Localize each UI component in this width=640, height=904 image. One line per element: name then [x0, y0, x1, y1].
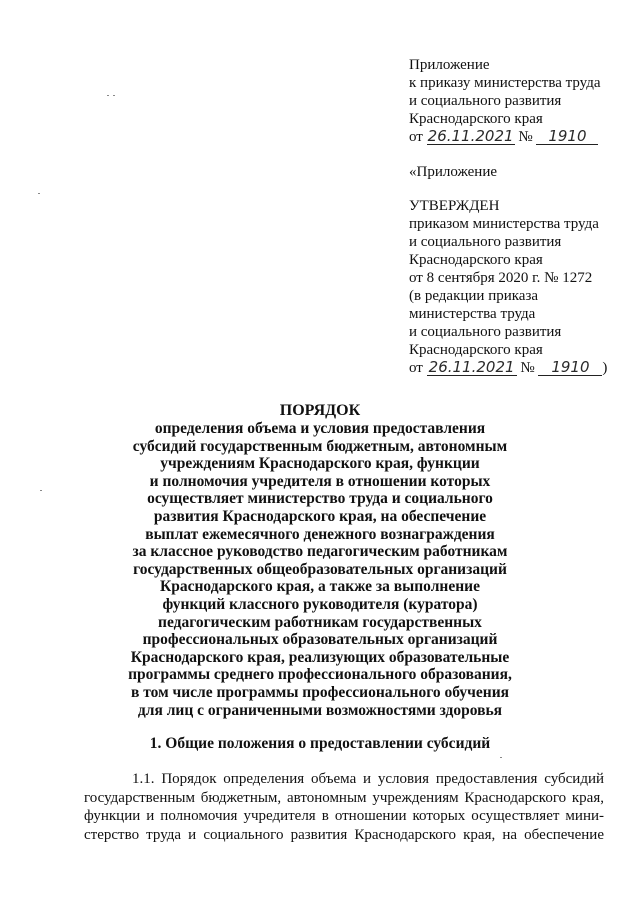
title-line: педагогическим работникам государственных [158, 613, 482, 631]
scan-speck [38, 193, 40, 194]
handwritten-date: 26.11.2021 [427, 127, 514, 145]
approved-line: и социального развития [409, 324, 562, 340]
title-line: функций классного руководителя (куратора) [162, 595, 478, 613]
body-paragraph [84, 770, 604, 844]
section-heading: 1. Общие положения о предоставлении субсидий [149, 735, 491, 752]
appendix-line: Краснодарского края [409, 111, 543, 127]
title-line: субсидий государственным бюджетным, автономным [132, 437, 508, 455]
handwritten-number: 1910 [536, 128, 598, 145]
scan-speck [500, 757, 502, 758]
title-line: и полномочия учредителя в отношении которых [149, 472, 491, 490]
title-line: Краснодарского края, а также за выполнение [160, 578, 480, 596]
approved-line: министерства труда [409, 306, 536, 322]
date-prefix: от [409, 129, 423, 145]
paragraph-line: 1.1. Порядок определения объема и условия предоставления субсидий [132, 771, 604, 787]
paragraph-line: стерство труда и социального развития Краснодарского края, на обеспечение [84, 826, 604, 843]
title-line: определения объема и условия предоставления [154, 420, 486, 437]
title-line: государственных общеобразовательных организаций [133, 560, 507, 578]
approved-line: (в редакции приказа [409, 288, 539, 304]
paragraph-line: государственным бюджетным, автономным учреждениям Краснодарского края, [84, 789, 604, 806]
title-line: за классное руководство педагогическим работникам [132, 543, 508, 561]
handwritten-number: 1910 [538, 359, 602, 376]
approved-date-line [409, 359, 607, 377]
appendix-line: и социального развития [409, 93, 562, 109]
title-line: учреждениям Краснодарского края, функции [160, 455, 480, 473]
title-line: осуществляет министерство труда и социального [147, 490, 493, 508]
title-line: программы среднего профессионального образования, [128, 666, 512, 684]
approved-line: Краснодарского края [409, 342, 543, 358]
appendix-date-line [409, 128, 598, 146]
number-label: № [520, 360, 535, 376]
title-line: профессиональных образовательных организаций [142, 631, 498, 649]
closing-parenthesis: ) [602, 360, 608, 376]
approved-line: Краснодарского края [409, 252, 543, 268]
handwritten-date: 26.11.2021 [427, 359, 517, 376]
title-line: Краснодарского края, реализующих образовательные [130, 648, 510, 666]
date-prefix: от [409, 360, 423, 376]
appendix-label: Приложение [409, 57, 490, 73]
approved-line: от 8 сентября 2020 г. № 1272 [409, 270, 593, 286]
title-line: для лиц с ограниченными возможностями здоровья [137, 701, 503, 719]
title-main: ПОРЯДОК [279, 402, 361, 419]
quoted-appendix-label: «Приложение [409, 164, 498, 180]
title-line: выплат ежемесячного денежного вознаграждения [145, 525, 495, 543]
paragraph-line: функции и полномочия учредителя в отношении которых осуществляет мини- [84, 808, 604, 824]
document-title [0, 402, 640, 719]
number-label: № [518, 129, 533, 145]
approved-title: УТВЕРЖДЕН [409, 198, 500, 214]
scan-speck [107, 95, 109, 96]
scan-speck [113, 95, 115, 96]
approved-line: и социального развития [409, 234, 562, 250]
title-line: в том числе программы профессионального обучения [130, 683, 510, 701]
appendix-line: к приказу министерства труда [409, 75, 601, 91]
approved-line: приказом министерства труда [409, 216, 599, 232]
title-line: развития Краснодарского края, на обеспечение [153, 507, 487, 525]
